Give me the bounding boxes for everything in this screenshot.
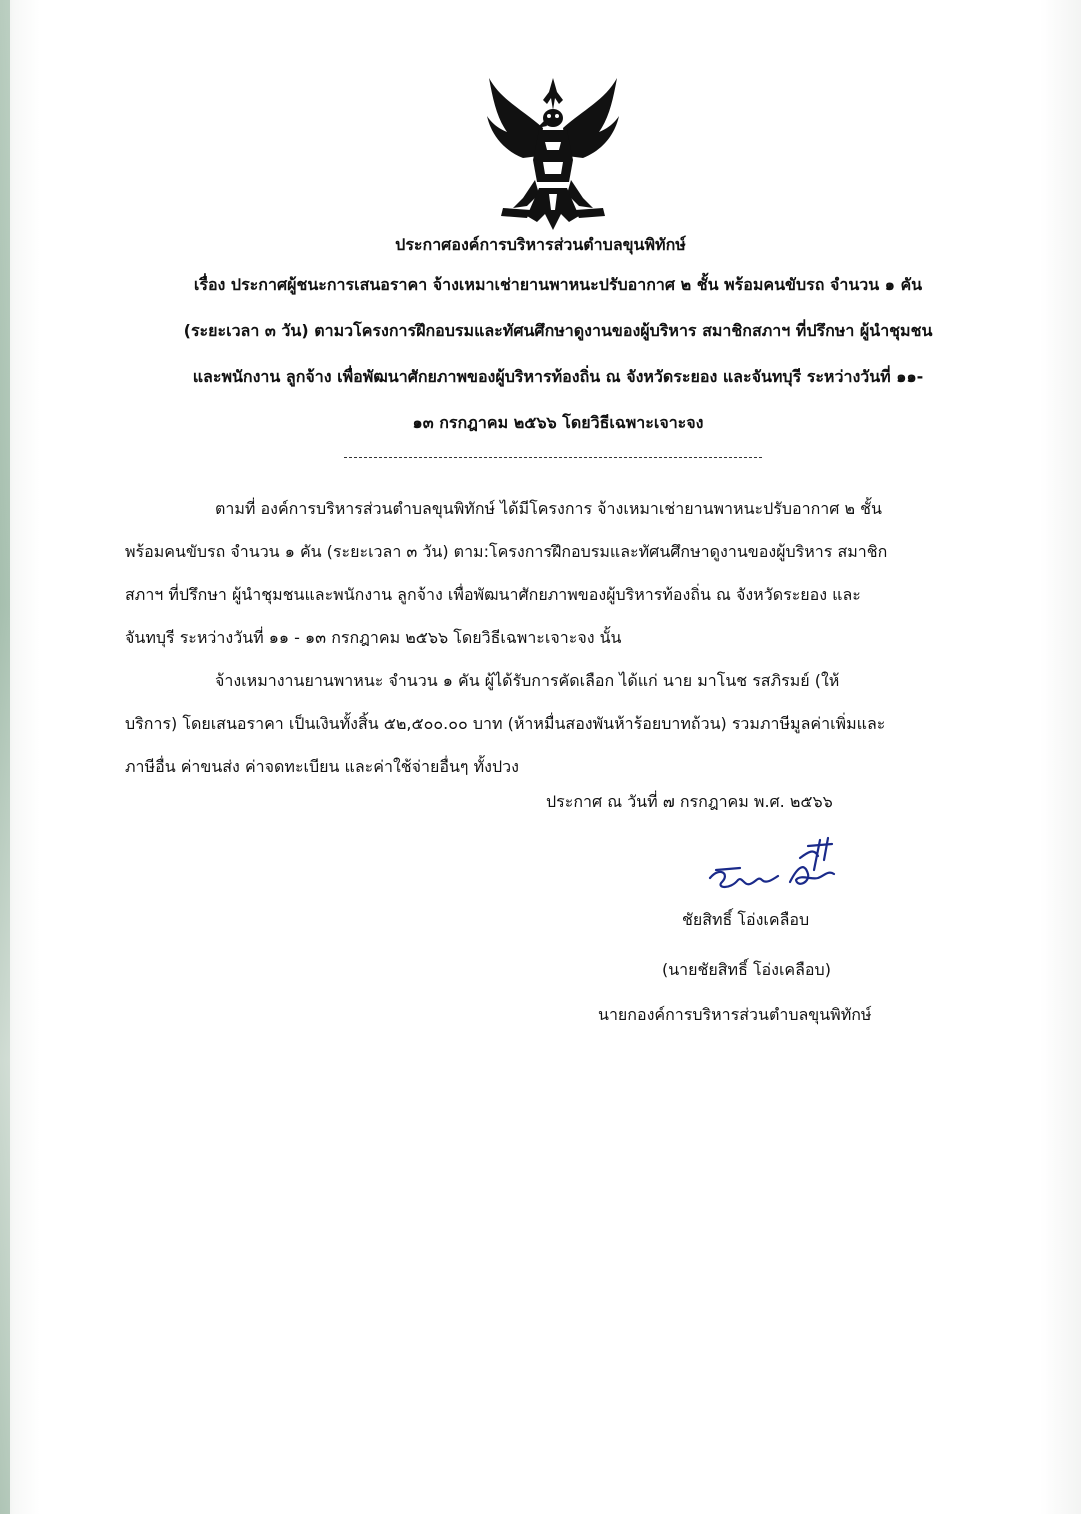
subject-line: และพนักงาน ลูกจ้าง เพื่อพัฒนาศักยภาพของผู้บริหารท้องถิ่น ณ จังหวัดระยอง และจันทบุรี ระหว่างวันที่ ๑๑- bbox=[192, 367, 924, 386]
paragraph-line: บริการ) โดยเสนอราคา เป็นเงินทั้งสิ้น ๕๒,๕๐๐.๐๐ บาท (ห้าหมื่นสองพันห้าร้อยบาทถ้วน) รวมภาษีมูลค่าเพิ่มและ bbox=[125, 714, 886, 733]
scan-edge bbox=[0, 0, 10, 1514]
signer-full-name: (นายชัยสิทธิ์ โอ่งเคลือบ) bbox=[662, 960, 831, 979]
signer-position: นายกองค์การบริหารส่วนตำบลขุนพิทักษ์ bbox=[598, 1005, 872, 1024]
paragraph-line: จันทบุรี ระหว่างวันที่ ๑๑ - ๑๓ กรกฎาคม ๒๕๖๖ โดยวิธีเฉพาะเจาะจง นั้น bbox=[125, 628, 622, 647]
body-text bbox=[125, 487, 955, 788]
announce-date: ประกาศ ณ วันที่ ๗ กรกฎาคม พ.ศ. ๒๕๖๖ bbox=[546, 792, 833, 811]
subject-line: เรื่อง ประกาศผู้ชนะการเสนอราคา จ้างเหมาเช่ายานพาหนะปรับอากาศ ๒ ชั้น พร้อมคนขับรถ จำนวน ๑ คัน bbox=[193, 275, 923, 294]
divider-line bbox=[344, 457, 762, 458]
subject-block bbox=[128, 262, 988, 446]
paragraph-line: สภาฯ ที่ปรึกษา ผู้นำชุมชนและพนักงาน ลูกจ้าง เพื่อพัฒนาศักยภาพของผู้บริหารท้องถิ่น ณ จังหวัดระยอง และ bbox=[125, 585, 861, 604]
paragraph-line: จ้างเหมางานยานพาหนะ จำนวน ๑ คัน ผู้ได้รับการคัดเลือก ได้แก่ นาย มาโนช รสภิรมย์ (ให้ bbox=[215, 671, 840, 690]
document-title: ประกาศองค์การบริหารส่วนตำบลขุนพิทักษ์ bbox=[395, 235, 686, 254]
subject-line: ๑๓ กรกฎาคม ๒๕๖๖ โดยวิธีเฉพาะเจาะจง bbox=[412, 413, 704, 432]
garuda-emblem-icon bbox=[483, 70, 623, 235]
signature-image bbox=[700, 830, 860, 900]
signer-name: ชัยสิทธิ์ โอ่งเคลือบ bbox=[682, 910, 810, 929]
paragraph-line: พร้อมคนขับรถ จำนวน ๑ คัน (ระยะเวลา ๓ วัน) ตาม:โครงการฝึกอบรมและทัศนศึกษาดูงานของผู้บริหาร สมาชิก bbox=[125, 542, 888, 561]
paragraph-line: ภาษีอื่น ค่าขนส่ง ค่าจดทะเบียน และค่าใช้จ่ายอื่นๆ ทั้งปวง bbox=[125, 757, 519, 776]
paragraph-line: ตามที่ องค์การบริหารส่วนตำบลขุนพิทักษ์ ได้มีโครงการ จ้างเหมาเช่ายานพาหนะปรับอากาศ ๒ ชั้น bbox=[215, 499, 882, 518]
subject-line: (ระยะเวลา ๓ วัน) ตามวโครงการฝึกอบรมและทัศนศึกษาดูงานของผู้บริหาร สมาชิกสภาฯ ที่ปรึกษา ผู้นำชุมชน bbox=[183, 321, 933, 340]
